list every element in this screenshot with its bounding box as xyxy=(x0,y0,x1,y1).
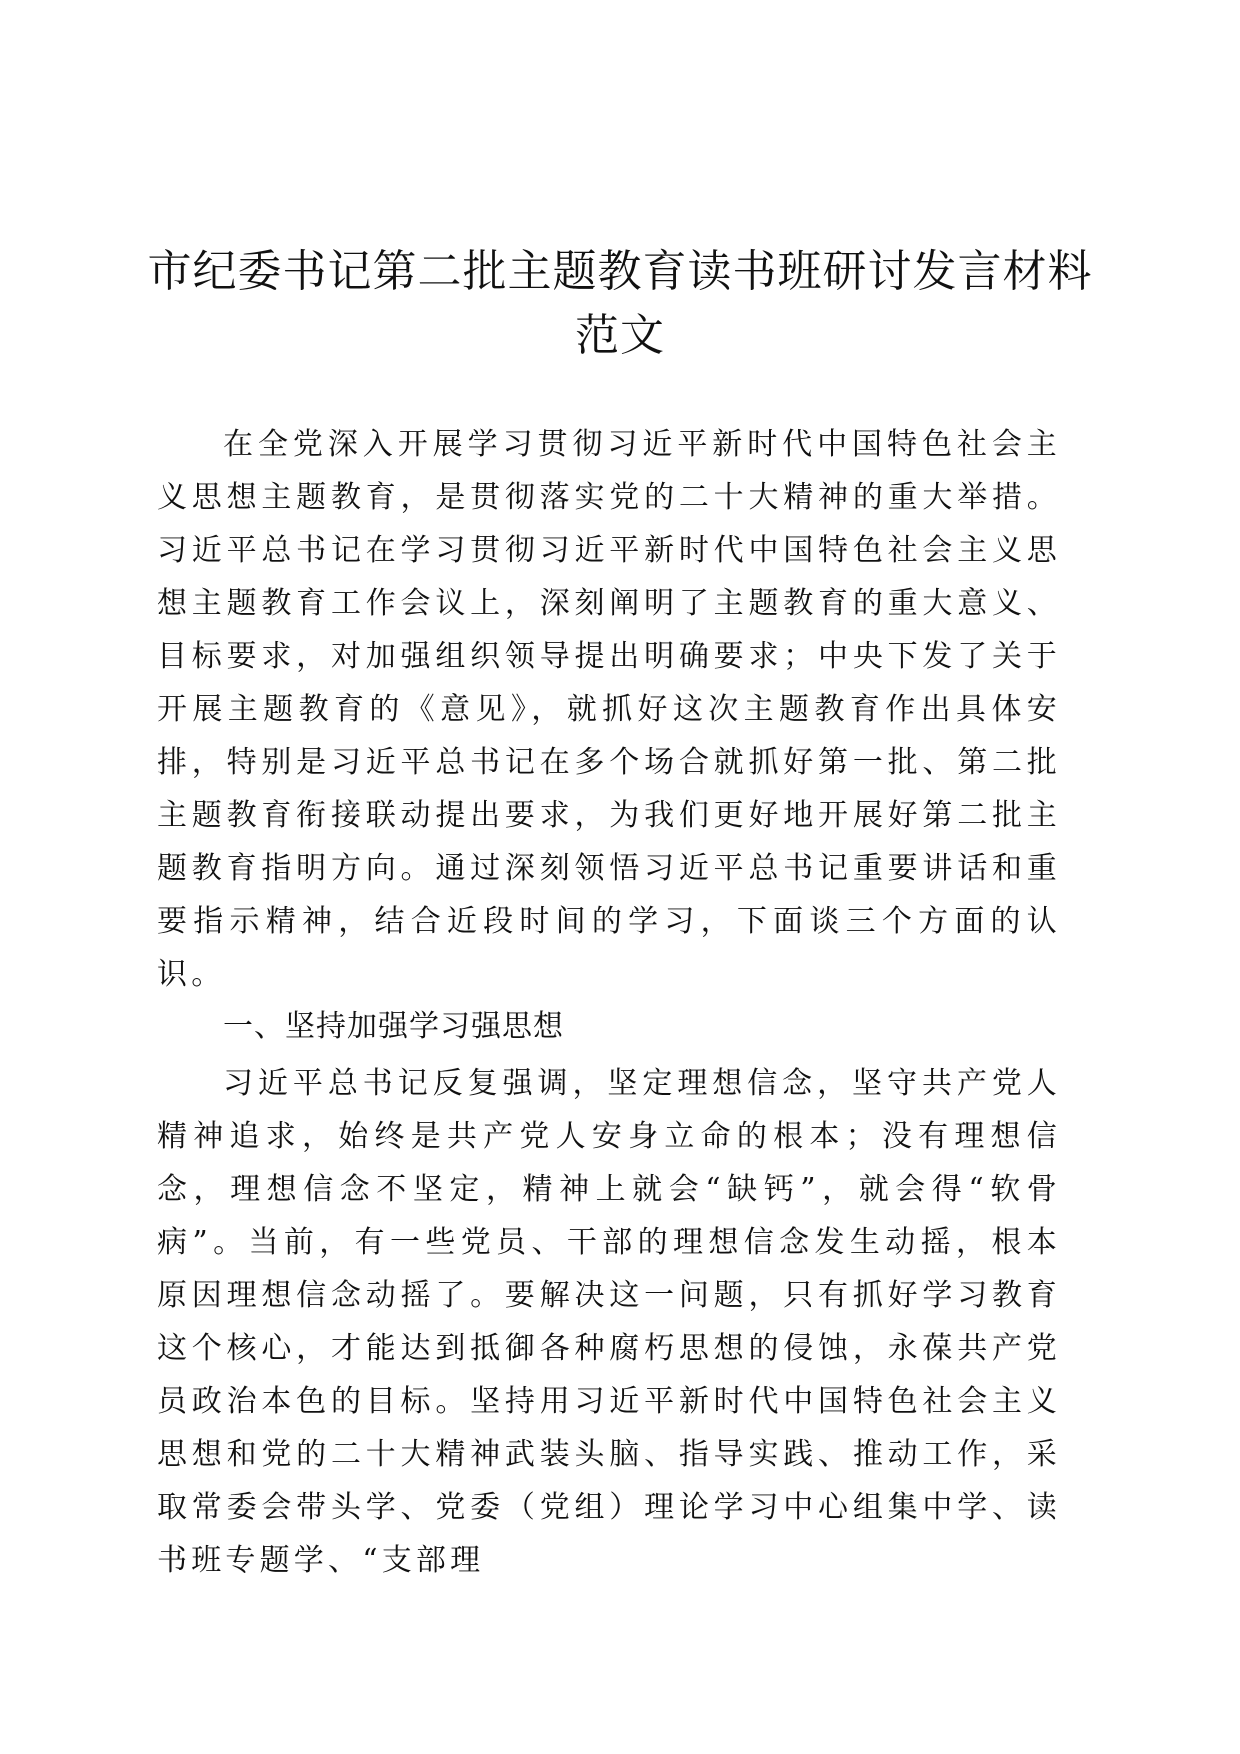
section-paragraph: 习近平总书记反复强调，坚定理想信念，坚守共产党人精神追求，始终是共产党人安身立命的根本；没有理想信念，理想信念不坚定，精神上就会“缺钙”，就会得“软骨病”。当前，有一些党员、干部的理想信念发生动摇，根本原因理想信念动摇了。要解决这一问题，只有抓好学习教育这个核心，才能达到抵御各种腐朽思想的侵蚀，永葆共产党员政治本色的目标。坚持用习近平新时代中国特色社会主义思想和党的二十大精神武装头脑、指导实践、推动工作，采取常委会带头学、党委（党组）理论学习中心组集中学、读书班专题学、“支部理 xyxy=(157,1066,1061,1578)
section-heading: 一、坚持加强学习强思想 xyxy=(223,1009,564,1044)
document-title: 市纪委书记第二批主题教育读书班研讨发言材料范文 xyxy=(147,246,1093,361)
intro-paragraph: 在全党深入开展学习贯彻习近平新时代中国特色社会主义思想主题教育，是贯彻落实党的二十大精神的重大举措。习近平总书记在学习贯彻习近平新时代中国特色社会主义思想主题教育工作会议上，深刻阐明了主题教育的重大意义、目标要求，对加强组织领导提出明确要求；中央下发了关于开展主题教育的《意见》，就抓好这次主题教育作出具体安排，特别是习近平总书记在多个场合就抓好第一批、第二批主题教育衔接联动提出要求，为我们更好地开展好第二批主题教育指明方向。通过深刻领悟习近平总书记重要讲话和重要指示精神，结合近段时间的学习，下面谈三个方面的认识。 xyxy=(157,427,1061,992)
